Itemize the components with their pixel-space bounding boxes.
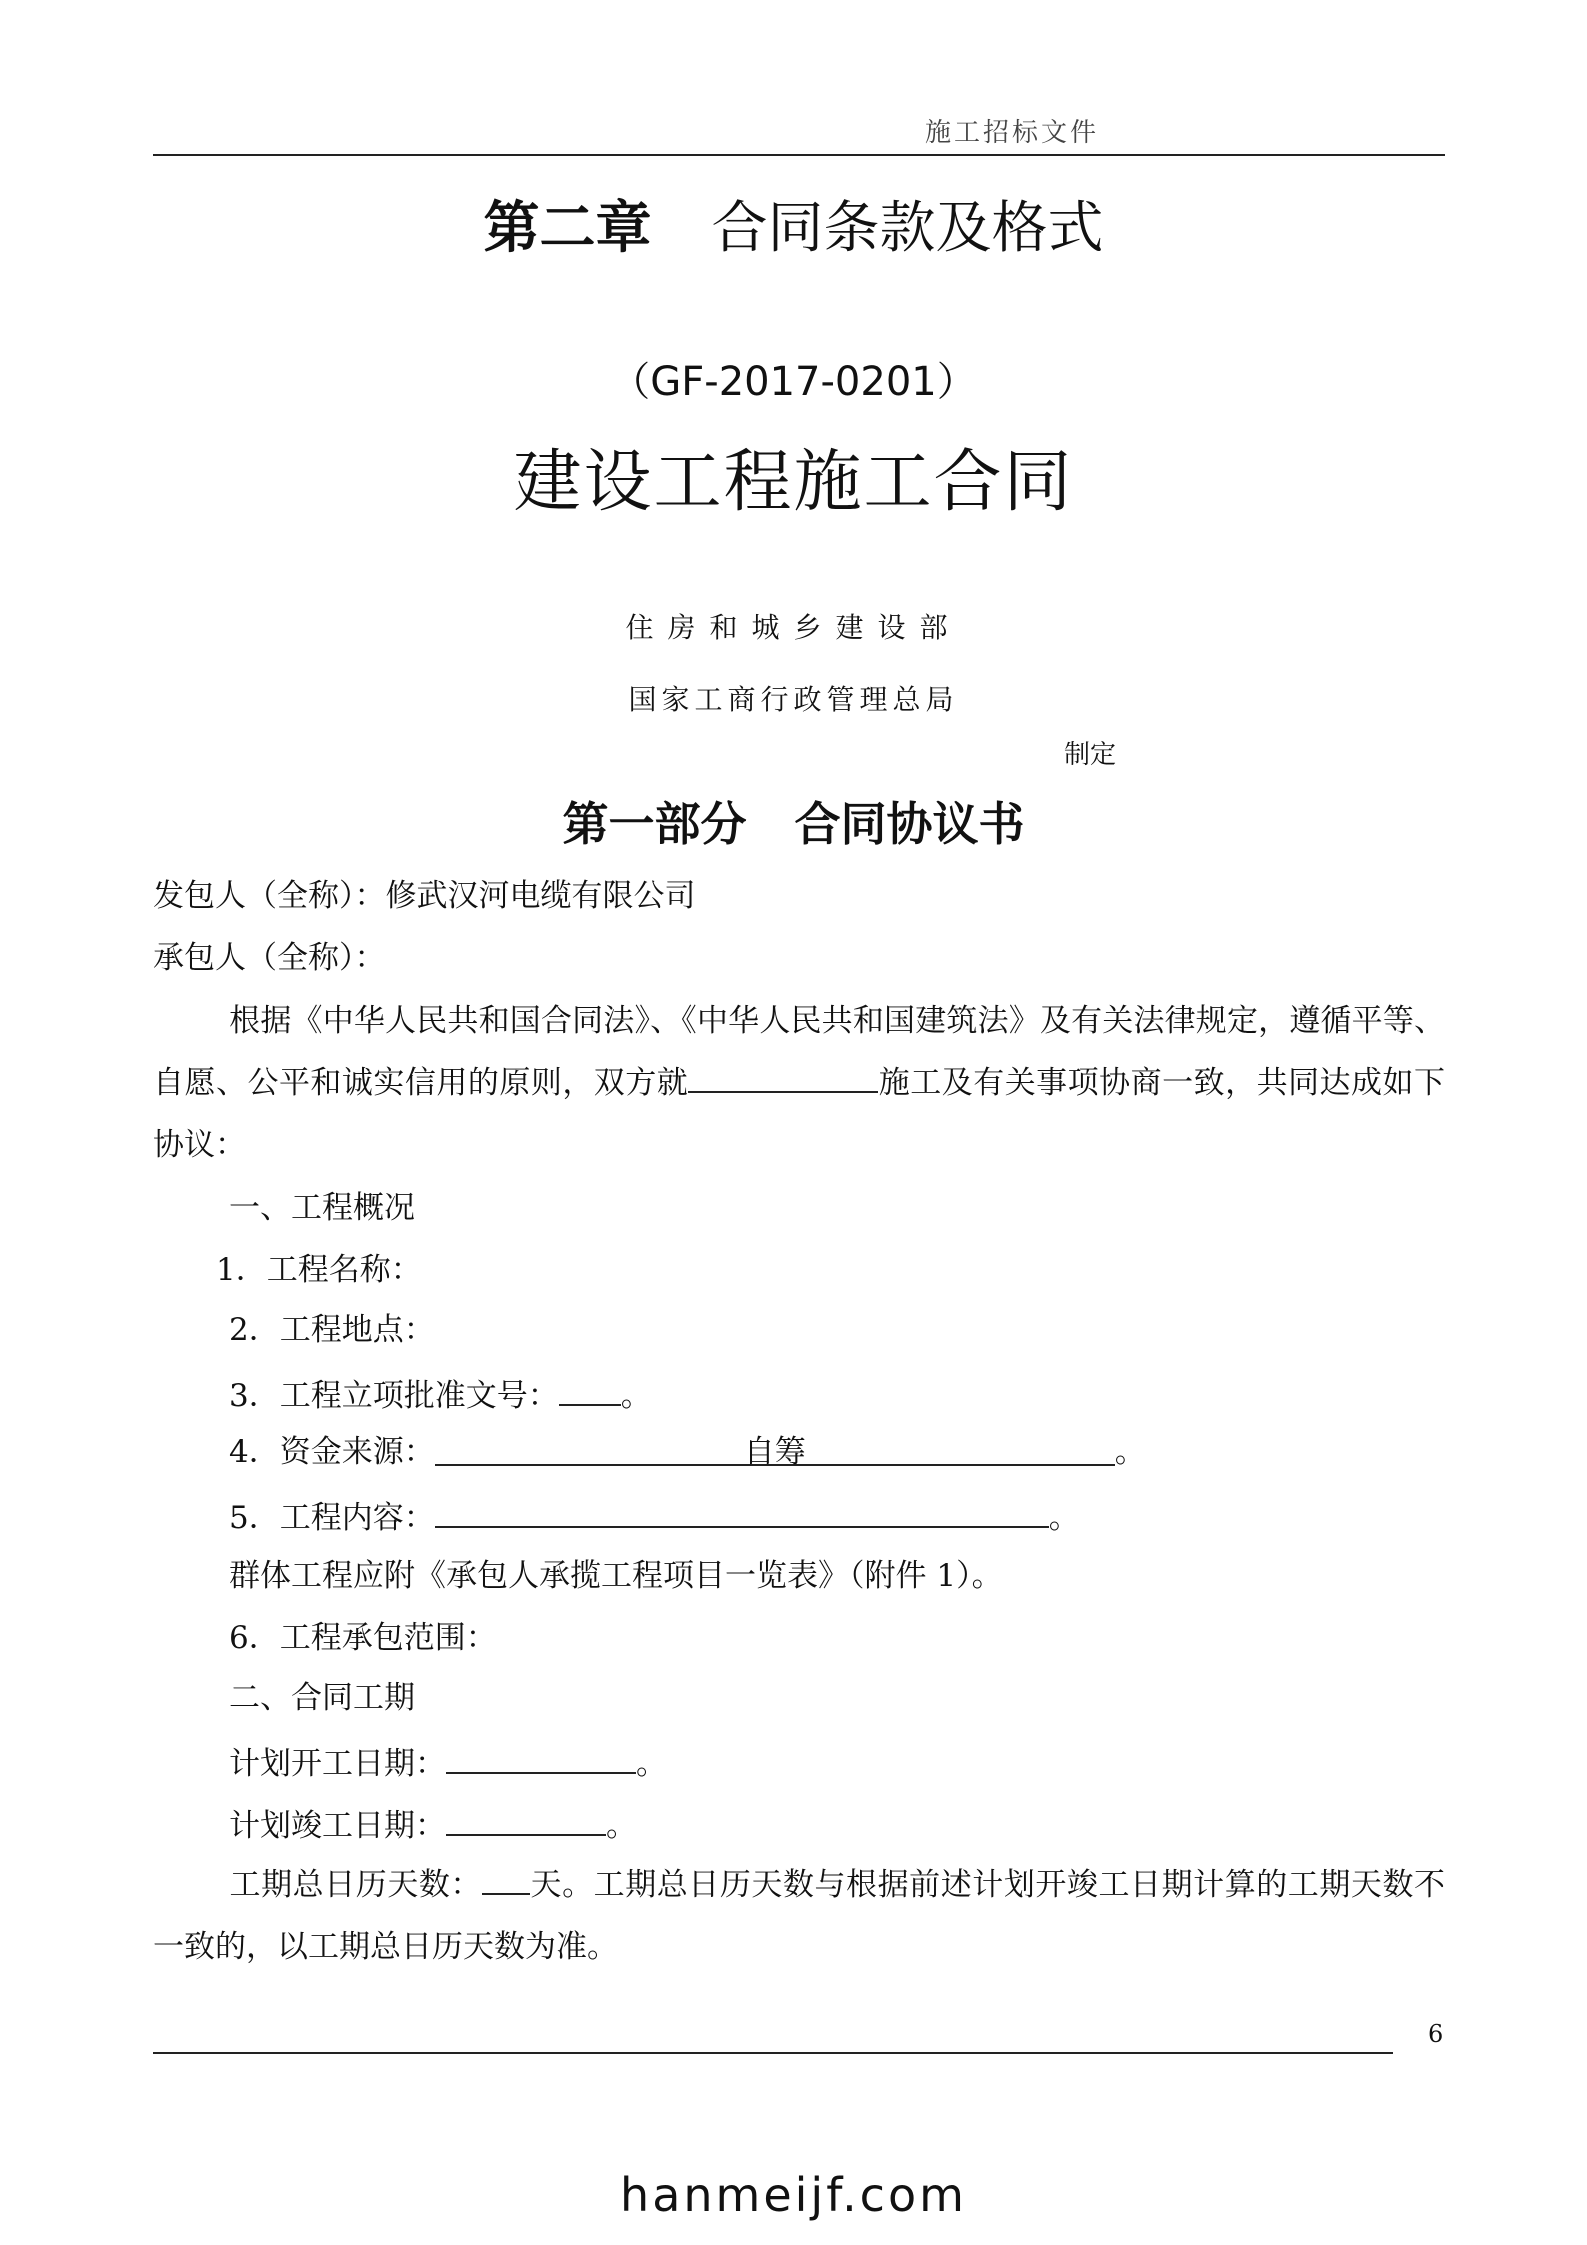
issuer-administration: 国家工商行政管理总局 — [628, 683, 959, 716]
chapter-title: 合同条款及格式 — [711, 196, 1104, 261]
intro-paragraph — [153, 990, 1445, 1176]
item-project-content: 5．工程内容： 。 — [229, 1494, 1080, 1538]
item-contract-scope: 6．工程承包范围： — [229, 1620, 497, 1656]
employer-line: 发包人（全称）：修武汉河电缆有限公司 — [153, 878, 696, 914]
group-project-note: 群体工程应附《承包人承揽工程项目一览表》（附件 1）。 — [229, 1558, 1003, 1594]
chapter-number: 第二章 — [483, 196, 652, 261]
fund-source-value: 自筹 — [435, 1432, 1115, 1466]
footer-rule — [153, 2052, 1393, 2054]
part-title: 合同协议书 — [794, 797, 1025, 851]
contract-title: 建设工程施工合同 — [513, 443, 1074, 522]
header-rule — [153, 154, 1445, 156]
part-number: 第一部分 — [562, 797, 747, 851]
total-days-paragraph: 工期总日历天数： 天。工期总日历天数与根据前述计划开竣工日期计算的工期天数不一致的，以工期总日历天数为准。 — [153, 1854, 1445, 1978]
contractor-line: 承包人（全称）： — [153, 940, 386, 976]
section-2-title: 二、合同工期 — [229, 1680, 415, 1716]
header-label: 施工招标文件 — [924, 118, 1099, 148]
intro-text-b: 施工及有关事项协商一致，共同达成如下协议： — [153, 1065, 1446, 1163]
intro-text-a: 根据《中华人民共和国合同法》、《中华人民共和国建筑法》及有关法律规定，遵循平等、自愿、公平和诚实信用的原则，双方就 — [153, 1003, 1445, 1101]
planned-start-date: 计划开工日期： 。 — [229, 1740, 667, 1784]
issuer-ministry: 住房和城乡建设部 — [625, 611, 962, 644]
part-heading — [0, 788, 1587, 854]
made-label: 制定 — [1064, 740, 1117, 770]
item-project-location: 2．工程地点： — [229, 1312, 435, 1348]
item-approval-number: 3．工程立项批准文号： 。 — [229, 1372, 652, 1416]
section-1-title: 一、工程概况 — [229, 1190, 415, 1226]
project-blank — [688, 1059, 878, 1093]
planned-finish-date: 计划竣工日期： 。 — [229, 1802, 637, 1846]
watermark-text: hanmeijf.com — [620, 2168, 967, 2222]
page-number: 6 — [1428, 2020, 1444, 2048]
contract-code: （GF-2017-0201） — [610, 359, 977, 405]
item-project-name: 1．工程名称： — [216, 1252, 422, 1288]
item-fund-source: 4．资金来源： 自筹 。 — [229, 1434, 1146, 1470]
chapter-heading — [0, 184, 1587, 264]
